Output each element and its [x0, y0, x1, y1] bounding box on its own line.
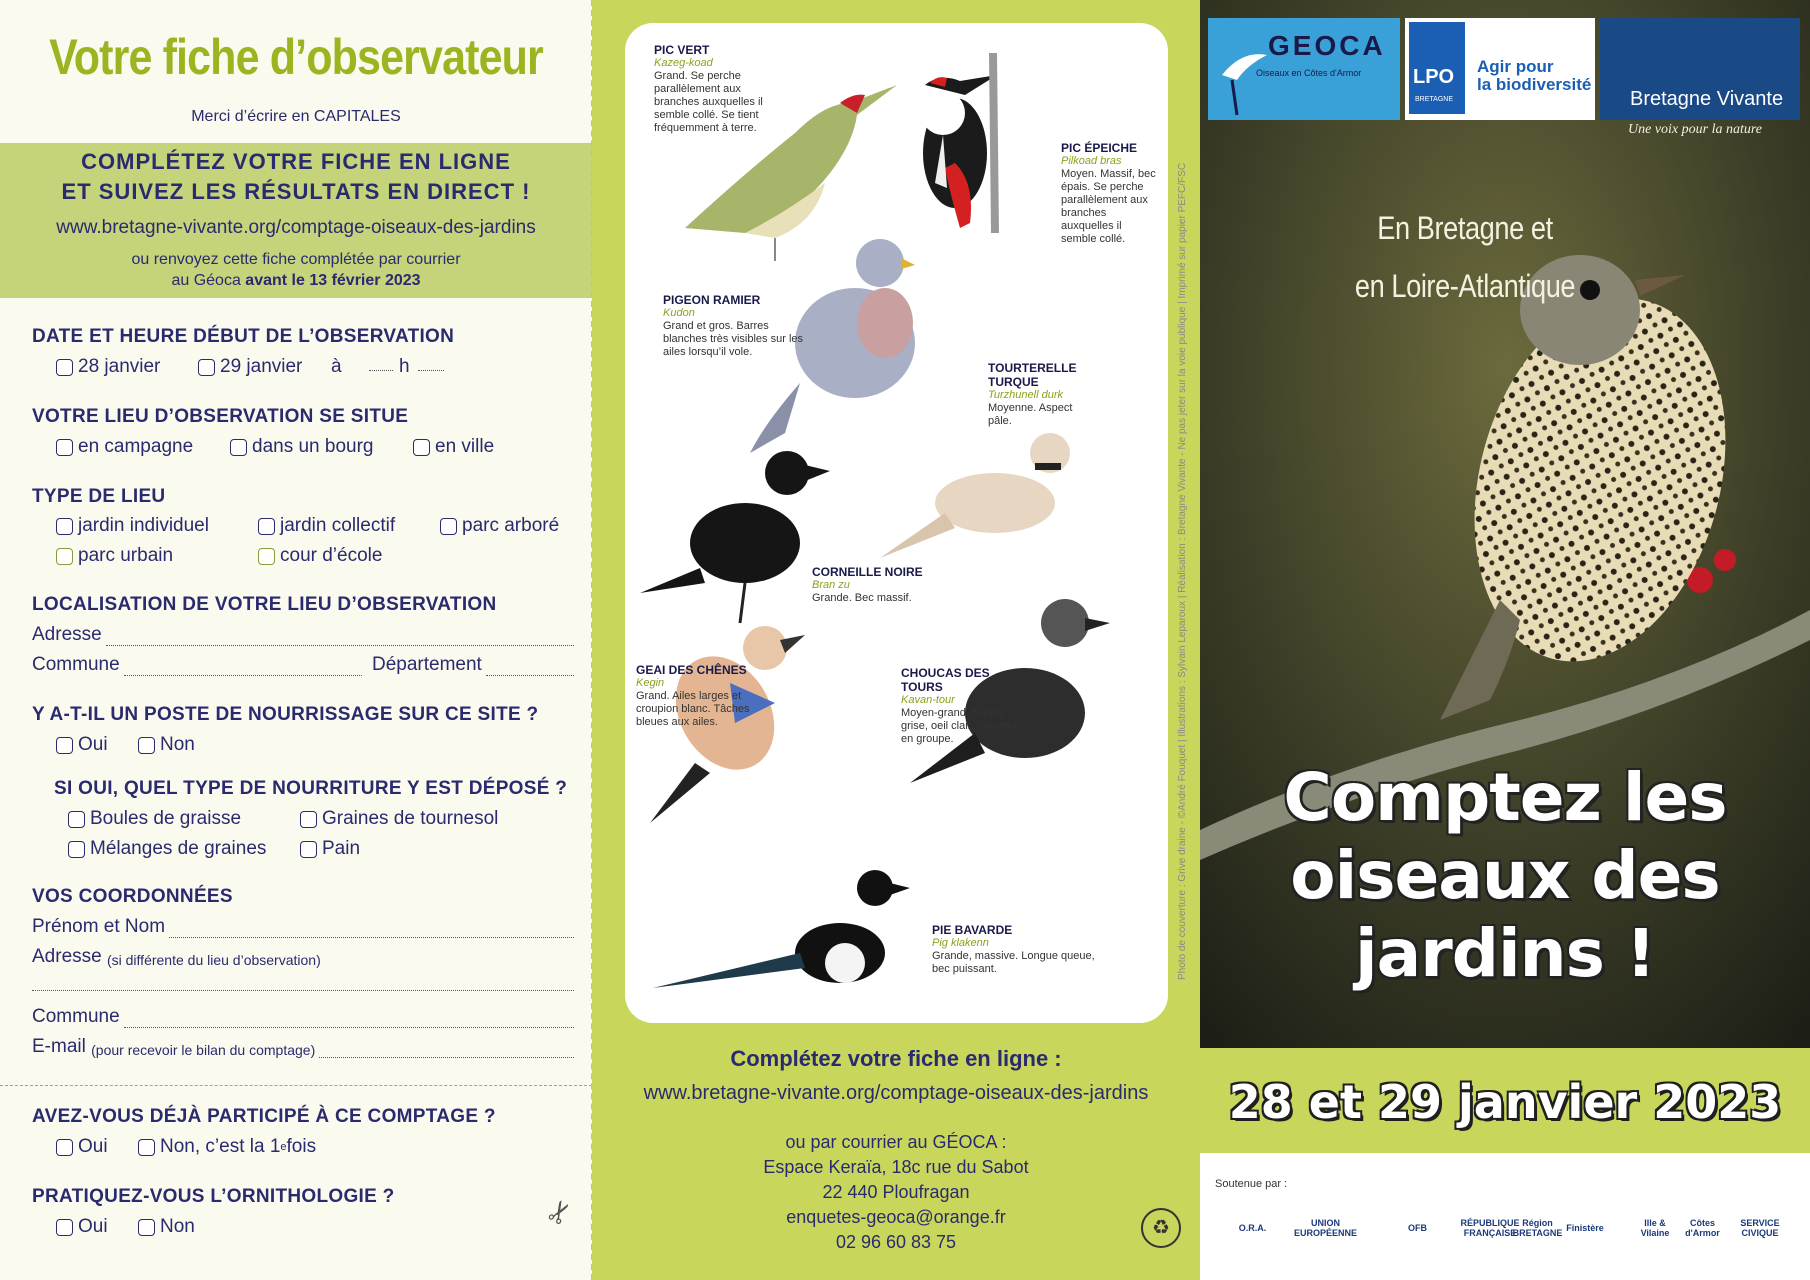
- name-field[interactable]: Prénom et Nom: [32, 916, 574, 938]
- checkbox[interactable]: [230, 439, 247, 456]
- option-oui-3[interactable]: Oui: [56, 1216, 108, 1238]
- question-lieu: VOTRE LIEU D’OBSERVATION SE SITUE: [32, 406, 409, 427]
- option-29-janvier[interactable]: 29 janvier: [198, 356, 302, 378]
- region-line-1: En Bretagne et: [1377, 210, 1553, 246]
- photo-credit: Photo de couverture : Grive draine - ©André Fouquet | Illustrations : Sylvain Leparoux | Réalisation : Bretagne Vivante - Ne pas jeter sur la voie publique | Imprimé sur papier PEFC/FSC: [1177, 162, 1188, 980]
- time-label-a: à: [331, 356, 342, 377]
- option-melanges[interactable]: Mélanges de graines: [68, 838, 266, 860]
- deadline: avant le 13 février 2023: [245, 272, 421, 289]
- commune-field[interactable]: Commune: [32, 654, 362, 676]
- departement-field[interactable]: Département: [372, 654, 574, 676]
- bird-id-card: [625, 23, 1168, 1023]
- bird-pic-vert: PIC VERT Kazeg-koad Grand. Se perche parallèlement aux branches auxquelles il semble collé. Se tient fréquemment à terre.: [654, 43, 763, 134]
- address2-line: [32, 990, 574, 991]
- bird-choucas: CHOUCAS DES TOURS Kavan-tour Moyen-grand. Nuque grise, oeil clair. Souvent en groupe.: [901, 666, 1018, 745]
- tourterelle-illustration: [880, 433, 1070, 558]
- address2-field[interactable]: Adresse (si différente du lieu d’observation): [32, 946, 321, 968]
- checkbox[interactable]: [138, 1219, 155, 1236]
- checkbox[interactable]: [56, 548, 73, 565]
- region-line-2: en Loire-Atlantique: [1354, 268, 1576, 304]
- headline-line-3: jardins !: [1355, 915, 1655, 992]
- sponsor-ille-vilaine-logo: Ille & Vilaine: [1640, 1218, 1670, 1238]
- option-jardin-collectif[interactable]: jardin collectif: [258, 515, 395, 537]
- contact-phone: 02 96 60 83 75: [835, 1232, 957, 1252]
- online-url[interactable]: www.bretagne-vivante.org/comptage-oiseaux-des-jardins: [56, 217, 536, 238]
- option-ville[interactable]: en ville: [413, 436, 494, 458]
- bird-pigeon-ramier: PIGEON RAMIER Kudon Grand et gros. Barres blanches très visibles sur les ailes lorsqu’il vole.: [663, 293, 804, 358]
- question-type: TYPE DE LIEU: [32, 486, 166, 507]
- option-non-premiere[interactable]: Non, c’est la 1 e fois: [138, 1136, 316, 1158]
- bv-tagline: Une voix pour la nature: [1628, 122, 1763, 137]
- checkbox[interactable]: [68, 841, 85, 858]
- form-subtitle: Merci d’écrire en CAPITALES: [191, 108, 401, 125]
- mail-line-1: ou renvoyez cette fiche complétée par courrier: [131, 251, 461, 268]
- option-non-3[interactable]: Non: [138, 1216, 195, 1238]
- bretagne-vivante-logo: Bretagne Vivante: [1600, 18, 1800, 120]
- sponsors-label: Soutenue par :: [1215, 1178, 1288, 1190]
- option-28-janvier[interactable]: 28 janvier: [56, 356, 160, 378]
- recycle-icon: ♻: [1141, 1208, 1181, 1248]
- pic-epeiche-illustration: [921, 53, 997, 233]
- lpo-logo: LPO BRETAGNE Agir pour la biodiversité: [1405, 18, 1595, 120]
- sponsor-rf-logo: RÉPUBLIQUE FRANÇAISE: [1460, 1218, 1520, 1238]
- scissors-icon: ✂: [539, 1193, 582, 1232]
- bird-tourterelle: TOURTERELLE TURQUE Turzhunell durk Moyenne. Aspect pâle.: [988, 361, 1077, 427]
- mail-address-2: Espace Keraïa, 18c rue du Sabot: [763, 1157, 1029, 1177]
- checkbox[interactable]: [138, 737, 155, 754]
- mail-line-2: au Géoca avant le 13 février 2023: [171, 272, 421, 289]
- online-heading-2: ET SUIVEZ LES RÉSULTATS EN DIRECT !: [61, 179, 531, 204]
- contact-email[interactable]: enquetes-geoca@orange.fr: [786, 1207, 1006, 1227]
- sponsor-service-civique-logo: SERVICE CIVIQUE: [1740, 1218, 1780, 1238]
- bird-corneille: CORNEILLE NOIRE Bran zu Grande. Bec massif.: [812, 565, 923, 604]
- pie-illustration: [653, 870, 910, 988]
- sponsor-ora-logo: O.R.A.: [1238, 1223, 1267, 1233]
- checkbox[interactable]: [68, 811, 85, 828]
- question-date: DATE ET HEURE DÉBUT DE L’OBSERVATION: [32, 326, 455, 347]
- checkbox[interactable]: [56, 518, 73, 535]
- form-title: Votre fiche d’observateur: [49, 29, 543, 85]
- option-jardin-individuel[interactable]: jardin individuel: [56, 515, 209, 537]
- option-cour-ecole[interactable]: cour d’école: [258, 545, 382, 567]
- question-participe: AVEZ-VOUS DÉJÀ PARTICIPÉ À CE COMPTAGE ?: [32, 1106, 496, 1127]
- sponsor-finistere-logo: Finistère: [1566, 1223, 1604, 1233]
- checkbox[interactable]: [440, 518, 457, 535]
- address-field[interactable]: Adresse: [32, 624, 574, 646]
- question-localisation: LOCALISATION DE VOTRE LIEU D’OBSERVATION: [32, 594, 497, 615]
- hour-input[interactable]: [365, 356, 393, 371]
- sponsor-eu-logo: UNION EUROPÉENNE: [1294, 1218, 1358, 1238]
- option-parc-arbore[interactable]: parc arboré: [440, 515, 559, 537]
- checkbox[interactable]: [138, 1139, 155, 1156]
- online-banner: [0, 143, 592, 298]
- observation-form-panel: [0, 0, 592, 1280]
- checkbox[interactable]: [56, 737, 73, 754]
- checkbox[interactable]: [258, 518, 275, 535]
- checkbox[interactable]: [413, 439, 430, 456]
- sponsor-cotes-armor-logo: Côtes d'Armor: [1685, 1218, 1720, 1238]
- time-label-h: h: [399, 356, 410, 377]
- online-heading-1: COMPLÉTEZ VOTRE FICHE EN LIGNE: [81, 149, 511, 174]
- option-tournesol[interactable]: Graines de tournesol: [300, 808, 498, 830]
- commune2-field[interactable]: Commune: [32, 1006, 574, 1028]
- option-non[interactable]: Non: [138, 734, 195, 756]
- corneille-illustration: [640, 451, 830, 623]
- event-date: 28 et 29 janvier 2023: [1228, 1075, 1782, 1129]
- option-boules[interactable]: Boules de graisse: [68, 808, 241, 830]
- option-pain[interactable]: Pain: [300, 838, 360, 860]
- option-parc-urbain[interactable]: parc urbain: [56, 545, 173, 567]
- question-nourriture: SI OUI, QUEL TYPE DE NOURRITURE Y EST DÉPOSÉ ?: [54, 778, 568, 799]
- headline-line-2: oiseaux des: [1290, 837, 1720, 914]
- geoca-logo: GEOCA Oiseaux en Côtes d'Armor: [1208, 18, 1400, 120]
- bird-pie: PIE BAVARDE Pig klakenn Grande, massive. Longue queue, bec puissant.: [932, 923, 1095, 975]
- bird-pic-epeiche: PIC ÉPEICHE Pilkoad bras Moyen. Massif, bec épais. Se perche parallèlement aux branches auxquelles il semble collé.: [1061, 141, 1156, 245]
- checkbox[interactable]: [56, 1219, 73, 1236]
- checkbox[interactable]: [56, 359, 73, 376]
- checkbox[interactable]: [56, 439, 73, 456]
- option-oui[interactable]: Oui: [56, 734, 108, 756]
- minute-input[interactable]: [414, 356, 444, 371]
- question-ornitho: PRATIQUEZ-VOUS L’ORNITHOLOGIE ?: [32, 1186, 395, 1207]
- bird-geai: GEAI DES CHÊNES Kegin Grand. Ailes larges et croupion blanc. Tâches bleues aux ailes.: [636, 663, 750, 728]
- sponsor-region-bretagne-logo: Région BRETAGNE: [1512, 1218, 1563, 1238]
- mail-address-3: 22 440 Ploufragan: [822, 1182, 970, 1202]
- checkbox[interactable]: [300, 811, 317, 828]
- question-coordonnees: VOS COORDONNÉES: [32, 886, 233, 907]
- mail-address-1: ou par courrier au GÉOCA :: [785, 1132, 1007, 1152]
- option-campagne[interactable]: en campagne: [56, 436, 193, 458]
- checkbox[interactable]: [300, 841, 317, 858]
- middle-online-title: Complétez votre fiche en ligne :: [730, 1046, 1062, 1071]
- question-nourrissage: Y A-T-IL UN POSTE DE NOURRISSAGE SUR CE SITE ?: [32, 704, 539, 725]
- email-field[interactable]: E-mail (pour recevoir le bilan du comptage): [32, 1036, 574, 1058]
- middle-online-url[interactable]: www.bretagne-vivante.org/comptage-oiseaux-des-jardins: [643, 1082, 1149, 1104]
- option-bourg[interactable]: dans un bourg: [230, 436, 374, 458]
- headline-line-1: Comptez les: [1283, 759, 1727, 836]
- sponsor-ofb-logo: OFB: [1408, 1223, 1427, 1233]
- checkbox[interactable]: [258, 548, 275, 565]
- checkbox[interactable]: [198, 359, 215, 376]
- cut-line: [0, 1085, 592, 1086]
- option-oui-2[interactable]: Oui: [56, 1136, 108, 1158]
- checkbox[interactable]: [56, 1139, 73, 1156]
